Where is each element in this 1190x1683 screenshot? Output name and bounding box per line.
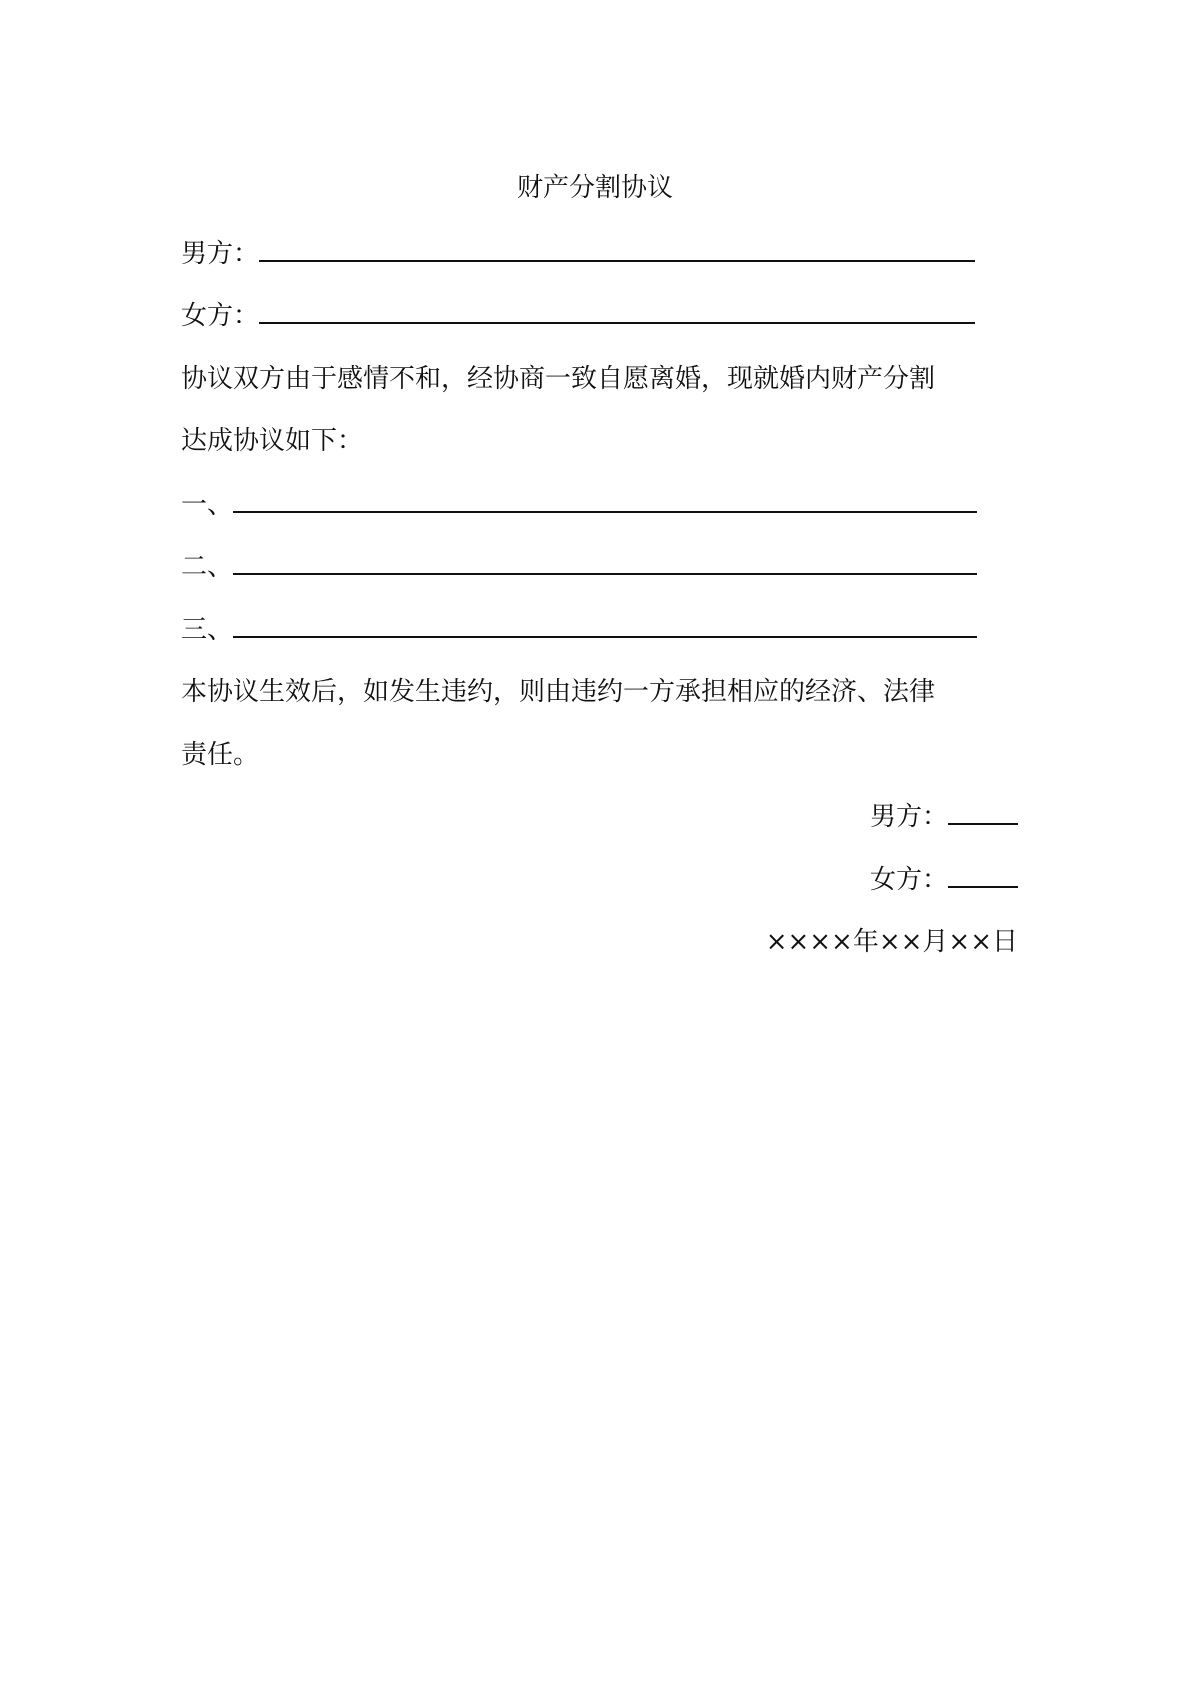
- male-party-line: [181, 238, 975, 270]
- item-2-blank[interactable]: [233, 551, 977, 575]
- female-signature-label: 女方：: [869, 865, 948, 895]
- male-signature-blank[interactable]: [948, 801, 1018, 825]
- male-party-blank[interactable]: [259, 238, 975, 262]
- female-party-blank[interactable]: [259, 300, 975, 324]
- male-signature-line: [870, 801, 1018, 833]
- male-party-label: 男方：: [181, 239, 260, 269]
- intro-text-line-1: 协议双方由于感情不和，经协商一致自愿离婚，现就婚内财产分割: [181, 364, 936, 394]
- female-party-label: 女方：: [181, 301, 260, 331]
- signing-date: ××××年××月××日: [765, 927, 1018, 957]
- item-marker: 三、: [181, 615, 234, 645]
- female-signature-line: [870, 864, 1018, 896]
- male-signature-label: 男方：: [869, 802, 948, 832]
- intro-text-line-2: 达成协议如下：: [181, 426, 364, 456]
- item-1-blank[interactable]: [233, 489, 977, 513]
- document-title: 财产分割协议: [516, 173, 673, 203]
- agreement-item-1: [181, 489, 977, 521]
- agreement-item-2: [181, 551, 977, 583]
- clause-text-line-1: 本协议生效后，如发生违约，则由违约一方承担相应的经济、法律: [181, 677, 936, 707]
- item-marker: 一、: [181, 490, 234, 520]
- agreement-item-3: [181, 614, 977, 646]
- female-signature-blank[interactable]: [948, 864, 1018, 888]
- item-marker: 二、: [181, 552, 234, 582]
- item-3-blank[interactable]: [233, 614, 977, 638]
- female-party-line: [181, 300, 975, 332]
- clause-text-line-2: 责任。: [181, 740, 260, 770]
